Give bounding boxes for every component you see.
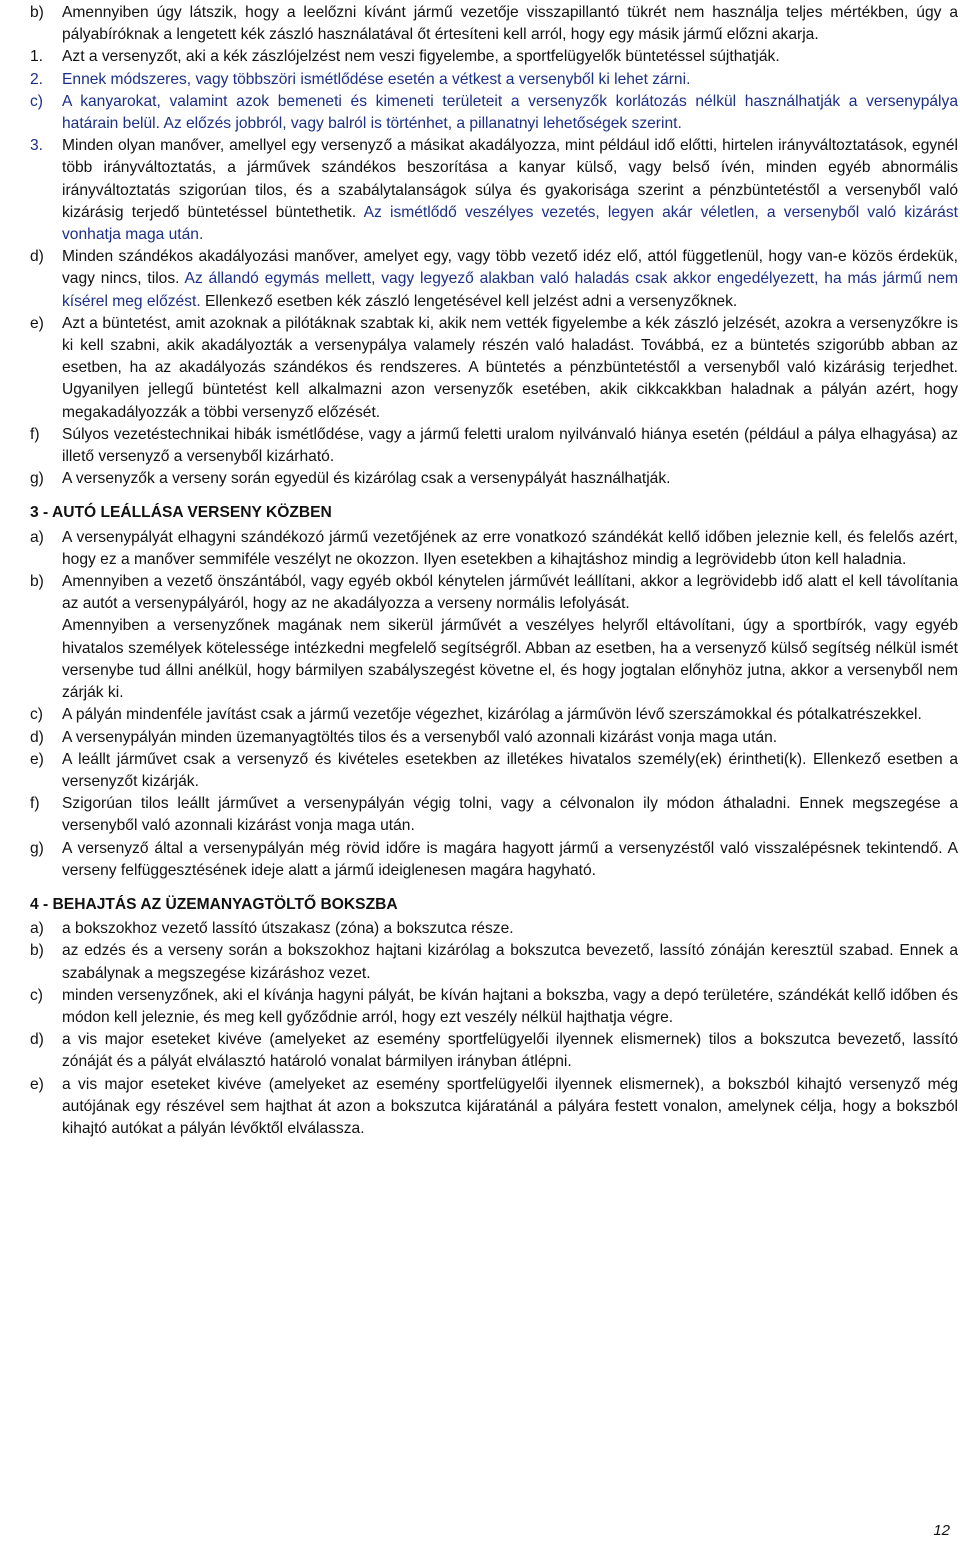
rule-4c [30,985,958,1029]
item-marker: d) [30,728,44,746]
rule-3a [30,527,958,571]
item-text: Amennyiben úgy látszik, hogy a leelőzni kívánt jármű vezetője visszapillantó tükrét nem használja teljes mértékben, úgy a pályabíróknak a lengetett kék zászló használatával őt értesíteni kell arról, hogy egy másik jármű előzni akarja. [62,4,958,44]
item-marker: d) [30,1031,44,1049]
item-marker: 1. [30,48,44,66]
rule-2d [30,246,958,313]
rule-2c [30,91,958,135]
rule-3g [30,838,958,882]
item-marker: b) [30,573,44,591]
item-text: a bokszokhoz vezető lassító útszakasz (zóna) a bokszutca része. [62,920,514,938]
item-marker: 3. [30,137,44,155]
rule-3b [30,571,958,615]
item-text: Ennek módszeres, vagy többszöri ismétlődése esetén a vétkest a versenyből ki lehet zárni. [62,70,691,88]
section-4-heading: 4 - BEHAJTÁS AZ ÜZEMANYAGTÖLTŐ BOKSZBA [30,895,398,913]
item-marker: a) [30,528,44,546]
rule-3f [30,793,958,837]
rule-3b-paragraph-2: Amennyiben a versenyzőnek magának nem sikerül járművét a veszélyes helyről eltávolítani, úgy a sportbírók, vagy egyéb hivatalos személyek kötelessége intézkedni megfelelő segítségről. Abban az esetben, ha a versenyző külső segítség nélkül ismét versenybe tud állni anélkül, hogy bármilyen szabályszegést követne el, és hogy jogtalan előnyhöz jutna, akkor a versenyből nem zárják ki. [62,617,958,702]
rule-2e [30,313,958,424]
item-marker: d) [30,248,44,266]
rule-4b [30,940,958,984]
item-text: Azt a versenyzőt, aki a kék zászlójelzést nem veszi figyelembe, a sportfelügyelők büntetéssel sújthatják. [62,48,780,66]
item-marker: f) [30,425,40,443]
rule-3e [30,749,958,793]
item-text: A versenyzők a verseny során egyedül és kizárólag csak a versenypályát használhatják. [62,470,671,488]
item-text: a vis major eseteket kivéve (amelyeket az esemény sportfelügyelői ilyennek elismernek) tilos a bokszutca bevezető, lassító zónáját és a pályát elválasztó határoló vonalat bármilyen irányban átlépni. [62,1031,958,1071]
item-marker: c) [30,986,43,1004]
item-text: Súlyos vezetéstechnikai hibák ismétlődése, vagy a jármű feletti uralom nyilvánvaló hiánya esetén (például a pálya elhagyása) az illető versenyző a versenyből kizárható. [62,425,958,466]
item-marker: g) [30,470,44,488]
item-text: Minden olyan manőver, amellyel egy versenyző a másikat akadályozza, mint például idő előtti, hirtelen irányváltoztatások, egynél több irányváltoztatás, a járművek szándékos beszorítása a kanyar külső, vagy belső ívén, minden egyéb abnormális irányváltoztatás szigorúan tilos, és a szabálytalanságok súlya és gyakorisága szerint a pénzbüntetéstől a versenyből való kizárásig terjedő büntetéssel büntethetik. [62,137,958,221]
rule-2b-2 [30,69,958,91]
section-3-heading: 3 - AUTÓ LEÁLLÁSA VERSENY KÖZBEN [30,504,332,522]
item-text: Amennyiben a vezető önszántából, vagy egyéb okból kénytelen járművét leállítani, akkor a legrövidebb idő alatt el kell távolítania az autót a versenypályáról, hogy az ne akadályozza a verseny normális lefolyását. [62,573,958,613]
item-text: minden versenyzőnek, aki el kívánja hagyni pályát, be kíván hajtani a bokszba, vagy a depó területére, szándékát kellő időben és módon kell jeleznie, és meg kell győződnie arról, hogy ezt veszély nélkül hajthatja végre. [62,986,958,1026]
item-text: A versenypályát elhagyni szándékozó jármű vezetőjének az erre vonatkozó szándékát kellő időben jeleznie kell, és felelős azért, hogy ez a manőver semmiféle veszélyt ne okozzon. Ilyen esetekben a kihajtáshoz mindig a legrövidebb úton kell haladnia. [62,528,958,568]
item-marker: e) [30,1075,44,1093]
item-text: az edzés és a verseny során a bokszokhoz hajtani kizárólag a bokszutca bevezető, lassító zónáján keresztül szabad. Ennek a szabálynak a megszegése kizáráshoz vezet. [62,942,958,982]
item-marker: 2. [30,70,44,88]
rule-2g [30,468,958,490]
item-text: Szigorúan tilos leállt járművet a versenypályán végig tolni, vagy a célvonalon ily módon áthaladni. Ennek megszegése a versenyből való azonnali kizárást vonja maga után. [62,795,958,835]
item-marker: a) [30,920,44,938]
item-text: A kanyarokat, valamint azok bemeneti és kimeneti területeit a versenyzők korlátozás nélkül használhatják a versenypálya határain belül. [62,92,958,133]
rule-2c-3 [30,135,958,246]
page-number: 12 [933,1522,950,1539]
item-marker: g) [30,839,44,857]
rule-4d [30,1029,958,1073]
rule-4e [30,1074,958,1141]
rule-2f [30,424,958,468]
item-marker: e) [30,314,44,332]
item-marker: f) [30,795,40,813]
item-text-2: Az ismétlődő veszélyes vezetés, legyen akár véletlen, a versenyből való kizárást vonhatja maga után. [62,203,958,244]
item-text: A pályán mindenféle javítást csak a jármű vezetője végezhet, kizárólag a járművön lévő szerszámokkal és pótalkatrészekkel. [62,706,922,724]
rule-2b [30,2,958,46]
item-text-2: Az állandó egymás mellett, vagy legyező alakban való haladás csak akkor engedélyezett, ha más jármű nem kísérel meg előzést. [62,270,958,310]
item-marker: c) [30,706,43,724]
item-text: A versenypályán minden üzemanyagtöltés tilos és a versenyből való azonnali kizárást vonja maga után. [62,728,778,746]
item-marker: b) [30,4,44,21]
rule-2b-1 [30,46,958,68]
item-marker: e) [30,750,44,768]
item-marker: b) [30,942,44,960]
item-text-3: Ellenkező esetben kék zászló lengetésével kell jelzést adni a versenyzőknek. [205,292,738,310]
item-text: A leállt járművet csak a versenyző és kivételes esetekben az illetékes hivatalos személy(ek) érintheti(k). Ellenkező esetben a versenyzőt kizárják. [62,750,958,790]
item-marker: c) [30,92,43,110]
item-text: Minden szándékos akadályozási manőver, amelyet egy, vagy több vezető idéz elő, attól függetlenül, hogy van-e közös érdekük, vagy nincs, tilos. [62,248,958,288]
item-text-2: Ugyanilyen jellegű büntetést kell alkalmazni azon versenyzők esetében, akik cikkcakkban haladnak a pályán azért, hogy megakadályozzák a többi versenyző előzését. [62,381,958,421]
item-text: Azt a büntetést, amit azoknak a pilótáknak szabtak ki, akik nem vették figyelembe a kék zászló jelzését, azokra a versenyzőkre is ki kell szabni, akik akadályozták a versenypálya valamely részén való haladást. Továbbá, ez a büntetés szigorúbb abban az esetben, ha az akadályozás szándékos és rendszeres. A büntetés a pénzbüntetéstől a versenyből való kizárásig terjedhet. [62,314,958,377]
rule-4a [30,918,958,940]
item-text: A versenyző által a versenypályán még rövid időre is magára hagyott jármű a versenyzéstől való visszalépésnek tekintendő. A verseny felfüggesztésének ideje alatt a jármű ideiglenesen magára hagyható. [62,839,958,879]
item-text: a vis major eseteket kivéve (amelyeket az esemény sportfelügyelői ilyennek elismernek), a bokszból kihajtó versenyző még autójának egy részével sem hajthat át azon a bokszutca kijáratánál a pályára festett vonalon, amelynek célja, hogy a bokszból kihajtó autókat a pályán lévőktől elválassza. [62,1075,958,1137]
rule-3c [30,704,958,726]
item-text-2: Az előzés jobbról, vagy balról is történhet, a pillanatnyi lehetőségek szerint. [163,115,682,133]
document-page [30,2,958,1140]
rule-3d [30,727,958,749]
